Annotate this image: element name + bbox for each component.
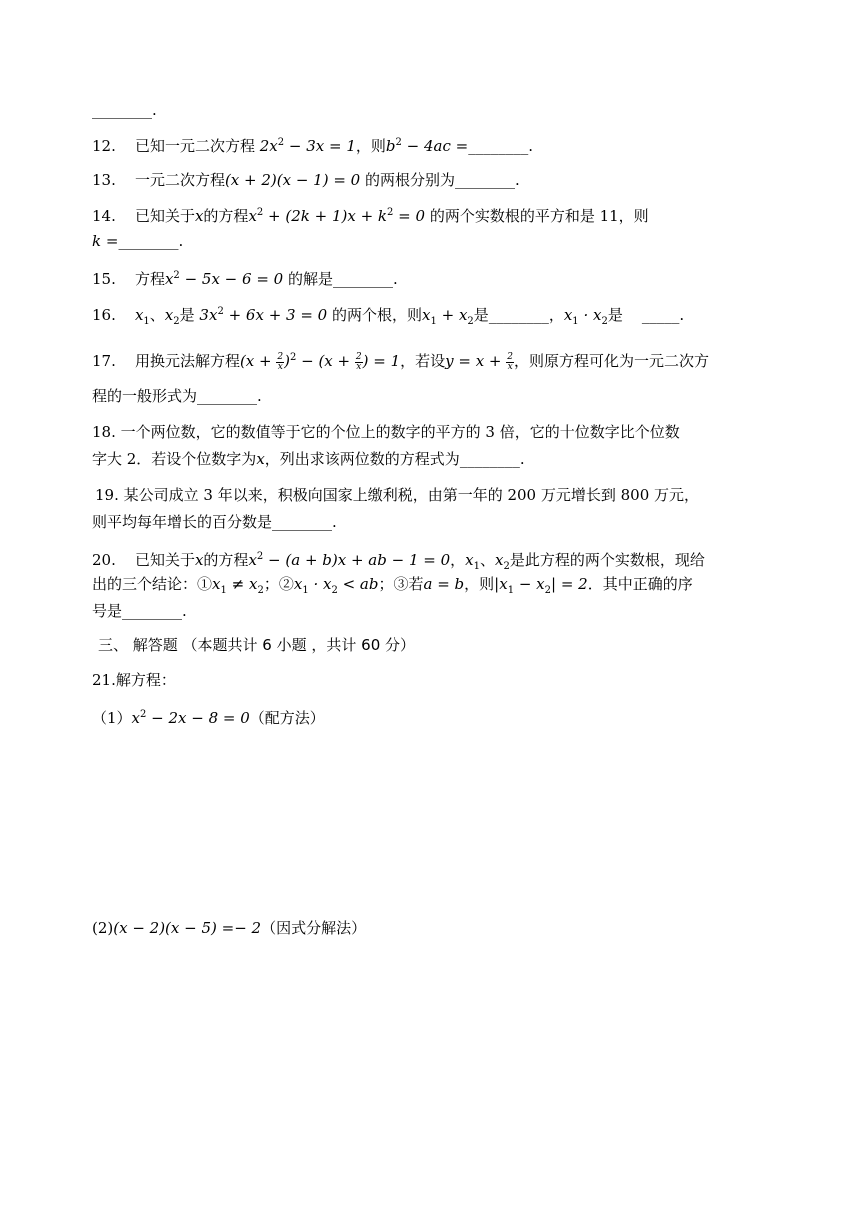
section-heading: 三、 解答题 （本题共计 6 小题 ，共计 60 分） (98, 636, 416, 654)
question-14: 14. 已知关于x的方程$x^2 + (2k + 1)x + k^2 = 0$ 的两个实数根的平方和是 11，则 (92, 207, 649, 225)
question-12: 12. 已知一元二次方程 $2x^2 - 3x = 1$，则$b^2 - 4ac$ =________. (92, 137, 533, 155)
question-14-line2: k =________. (92, 232, 184, 250)
question-21-part2: (2)(x − 2)(x − 5) =− 2（因式分解法） (92, 919, 367, 937)
question-17-line2: 程的一般形式为________. (92, 387, 262, 405)
question-19-line2: 则平均每年增长的百分数是________. (92, 513, 337, 531)
question-16: 16. $x_1$、$x_2$是 $3x^2 + 6x + 3 = 0$ 的两个根，则$x_1 + x_2$是________，$x_1 \cdot x_2$是 _____. (92, 306, 685, 327)
question-19: 19. 某公司成立 3 年以来，积极向国家上缴利税，由第一年的 200 万元增长到 800 万元， (95, 486, 700, 504)
question-20: 20. 已知关于x的方程$x^2 - (a + b)x$ + ab − 1 = 0，$x_1$、$x_2$是此方程的两个实数根，现给 (92, 551, 705, 572)
question-13: 13. 一元二次方程(x + 2)(x − 1) = 0 的两根分别为________. (92, 171, 520, 189)
question-18: 18. 一个两位数，它的数值等于它的个位上的数字的平方的 3 倍，它的十位数字比个位数 (92, 423, 680, 441)
question-17: 17. 用换元法解方程(x + $\frac{2}{x}$ )$^2$ − (x + $\frac{2}{x}$ ) = 1，若设y = x + $\frac{2}{x}$ ，则原方程可化为一元二次方 (92, 351, 710, 372)
continued-blank: ________. (92, 101, 157, 119)
question-21-part1: $(1)x^2 - 2x - 8 = 0$（配方法） (92, 709, 325, 727)
question-21: 21.解方程： (92, 671, 176, 689)
question-18-line2: 字大 2．若设个位数字为x，列出求该两位数的方程式为________. (92, 450, 525, 468)
question-15: 15. 方程$x^2 - 5x - 6 = 0$ 的解是________. (92, 270, 398, 288)
question-20-line3: 号是________. (92, 602, 187, 620)
question-20-line2: 出的三个结论：$①x_1 \ne x_2$；$②x_1 \cdot x_2$ < ab；③若a = b，则$|x_1 - x_2| = 2$．其中正确的序 (92, 575, 693, 596)
